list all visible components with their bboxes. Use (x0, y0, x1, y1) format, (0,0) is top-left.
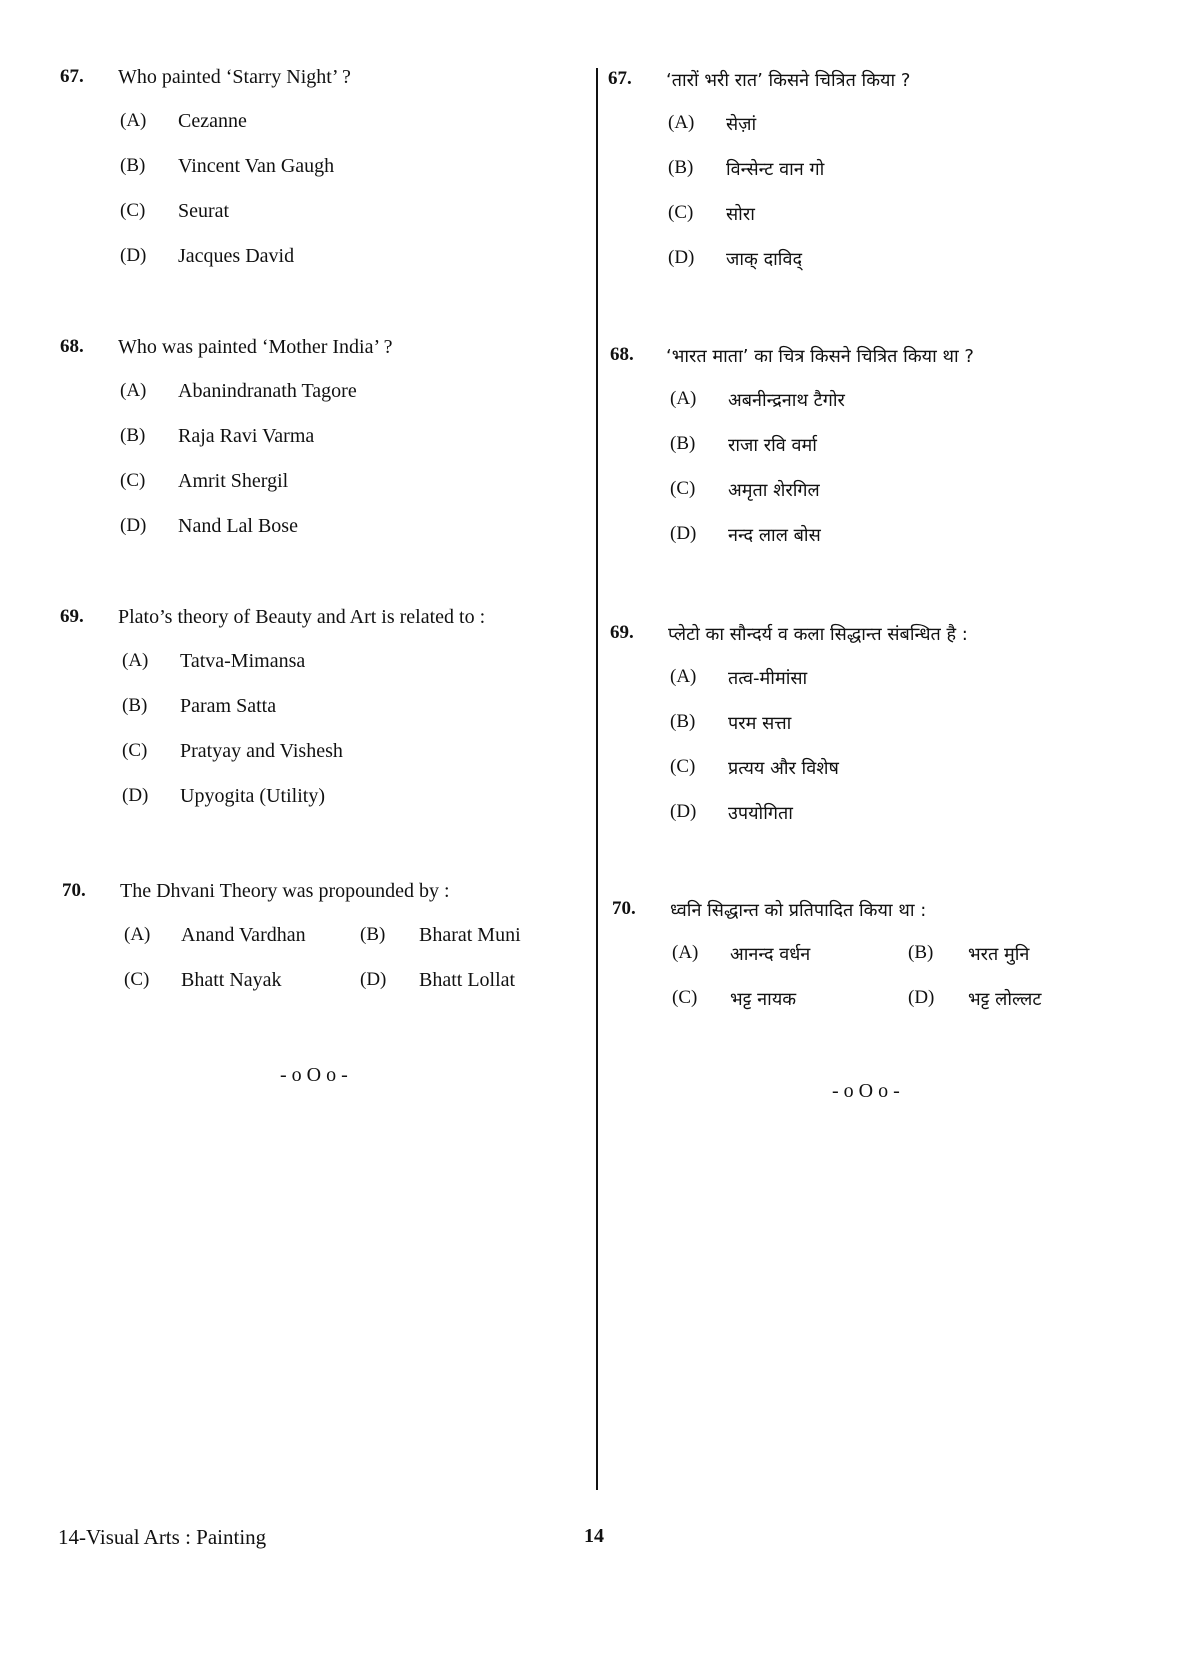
column-divider (596, 68, 598, 1490)
question-number: 67. (608, 68, 632, 89)
question-68-hi: 68. ‘भारत माता’ का चित्र किसने चित्रित किया था ? (A) अबनीन्द्रनाथ टैगोर (B) राजा रवि वर्मा (C) अमृता शेरगिल (D) नन्द लाल बोस (610, 344, 974, 546)
section-ender: - o O o - (832, 1080, 900, 1102)
question-69-hi: 69. प्लेटो का सौन्दर्य व कला सिद्धान्त संबन्धित है : (A) तत्व-मीमांसा (B) परम सत्ता (C) प्रत्यय और विशेष (D) उपयोगिता (610, 622, 968, 824)
question-text: प्लेटो का सौन्दर्य व कला सिद्धान्त संबन्धित है : (668, 624, 968, 645)
question-number: 70. (62, 880, 86, 901)
question-number: 70. (612, 898, 636, 919)
question-number: 69. (60, 606, 84, 627)
question-text: ध्वनि सिद्धान्त को प्रतिपादित किया था : (670, 900, 927, 921)
question-text: ‘भारत माता’ का चित्र किसने चित्रित किया था ? (666, 346, 974, 367)
question-67-hi: 67. ‘तारों भरी रात’ किसने चित्रित किया ? (A) सेज़ां (B) विन्सेन्ट वान गो (C) सोरा (D) जाक् दाविद् (608, 68, 911, 270)
question-text: The Dhvani Theory was propounded by : (120, 880, 450, 902)
question-text: Who was painted ‘Mother India’ ? (118, 336, 393, 358)
page-number: 14 (584, 1525, 604, 1547)
question-67-en: 67. Who painted ‘Starry Night’ ? (A) Cezanne (B) Vincent Van Gaugh (C) Seurat (D) Jacques David (60, 66, 351, 267)
section-ender: - o O o - (280, 1064, 348, 1086)
question-70-hi: 70. ध्वनि सिद्धान्त को प्रतिपादित किया था : (A) आनन्द वर्धन (B) भरत मुनि (C) भट्ट नायक (D) भट्ट लोल्लट (612, 898, 1042, 1010)
question-70-en: 70. The Dhvani Theory was propounded by : (A) Anand Vardhan (B) Bharat Muni (C) Bhatt Nayak (D) Bhatt Lollat (62, 880, 521, 991)
question-69-en: 69. Plato’s theory of Beauty and Art is related to : (A) Tatva-Mimansa (B) Param Satta (C) Pratyay and Vishesh (D) Upyogita (Utility) (60, 606, 486, 807)
question-number: 67. (60, 66, 84, 87)
question-number: 68. (610, 344, 634, 365)
question-number: 68. (60, 336, 84, 357)
question-text: ‘तारों भरी रात’ किसने चित्रित किया ? (666, 70, 911, 91)
question-text: Plato’s theory of Beauty and Art is related to : (118, 606, 486, 628)
footer-subject: 14-Visual Arts : Painting (58, 1525, 267, 1549)
question-text: Who painted ‘Starry Night’ ? (118, 66, 351, 88)
question-68-en: 68. Who was painted ‘Mother India’ ? (A) Abanindranath Tagore (B) Raja Ravi Varma (C) Amrit Shergil (D) Nand Lal Bose (60, 336, 393, 537)
question-number: 69. (610, 622, 634, 643)
